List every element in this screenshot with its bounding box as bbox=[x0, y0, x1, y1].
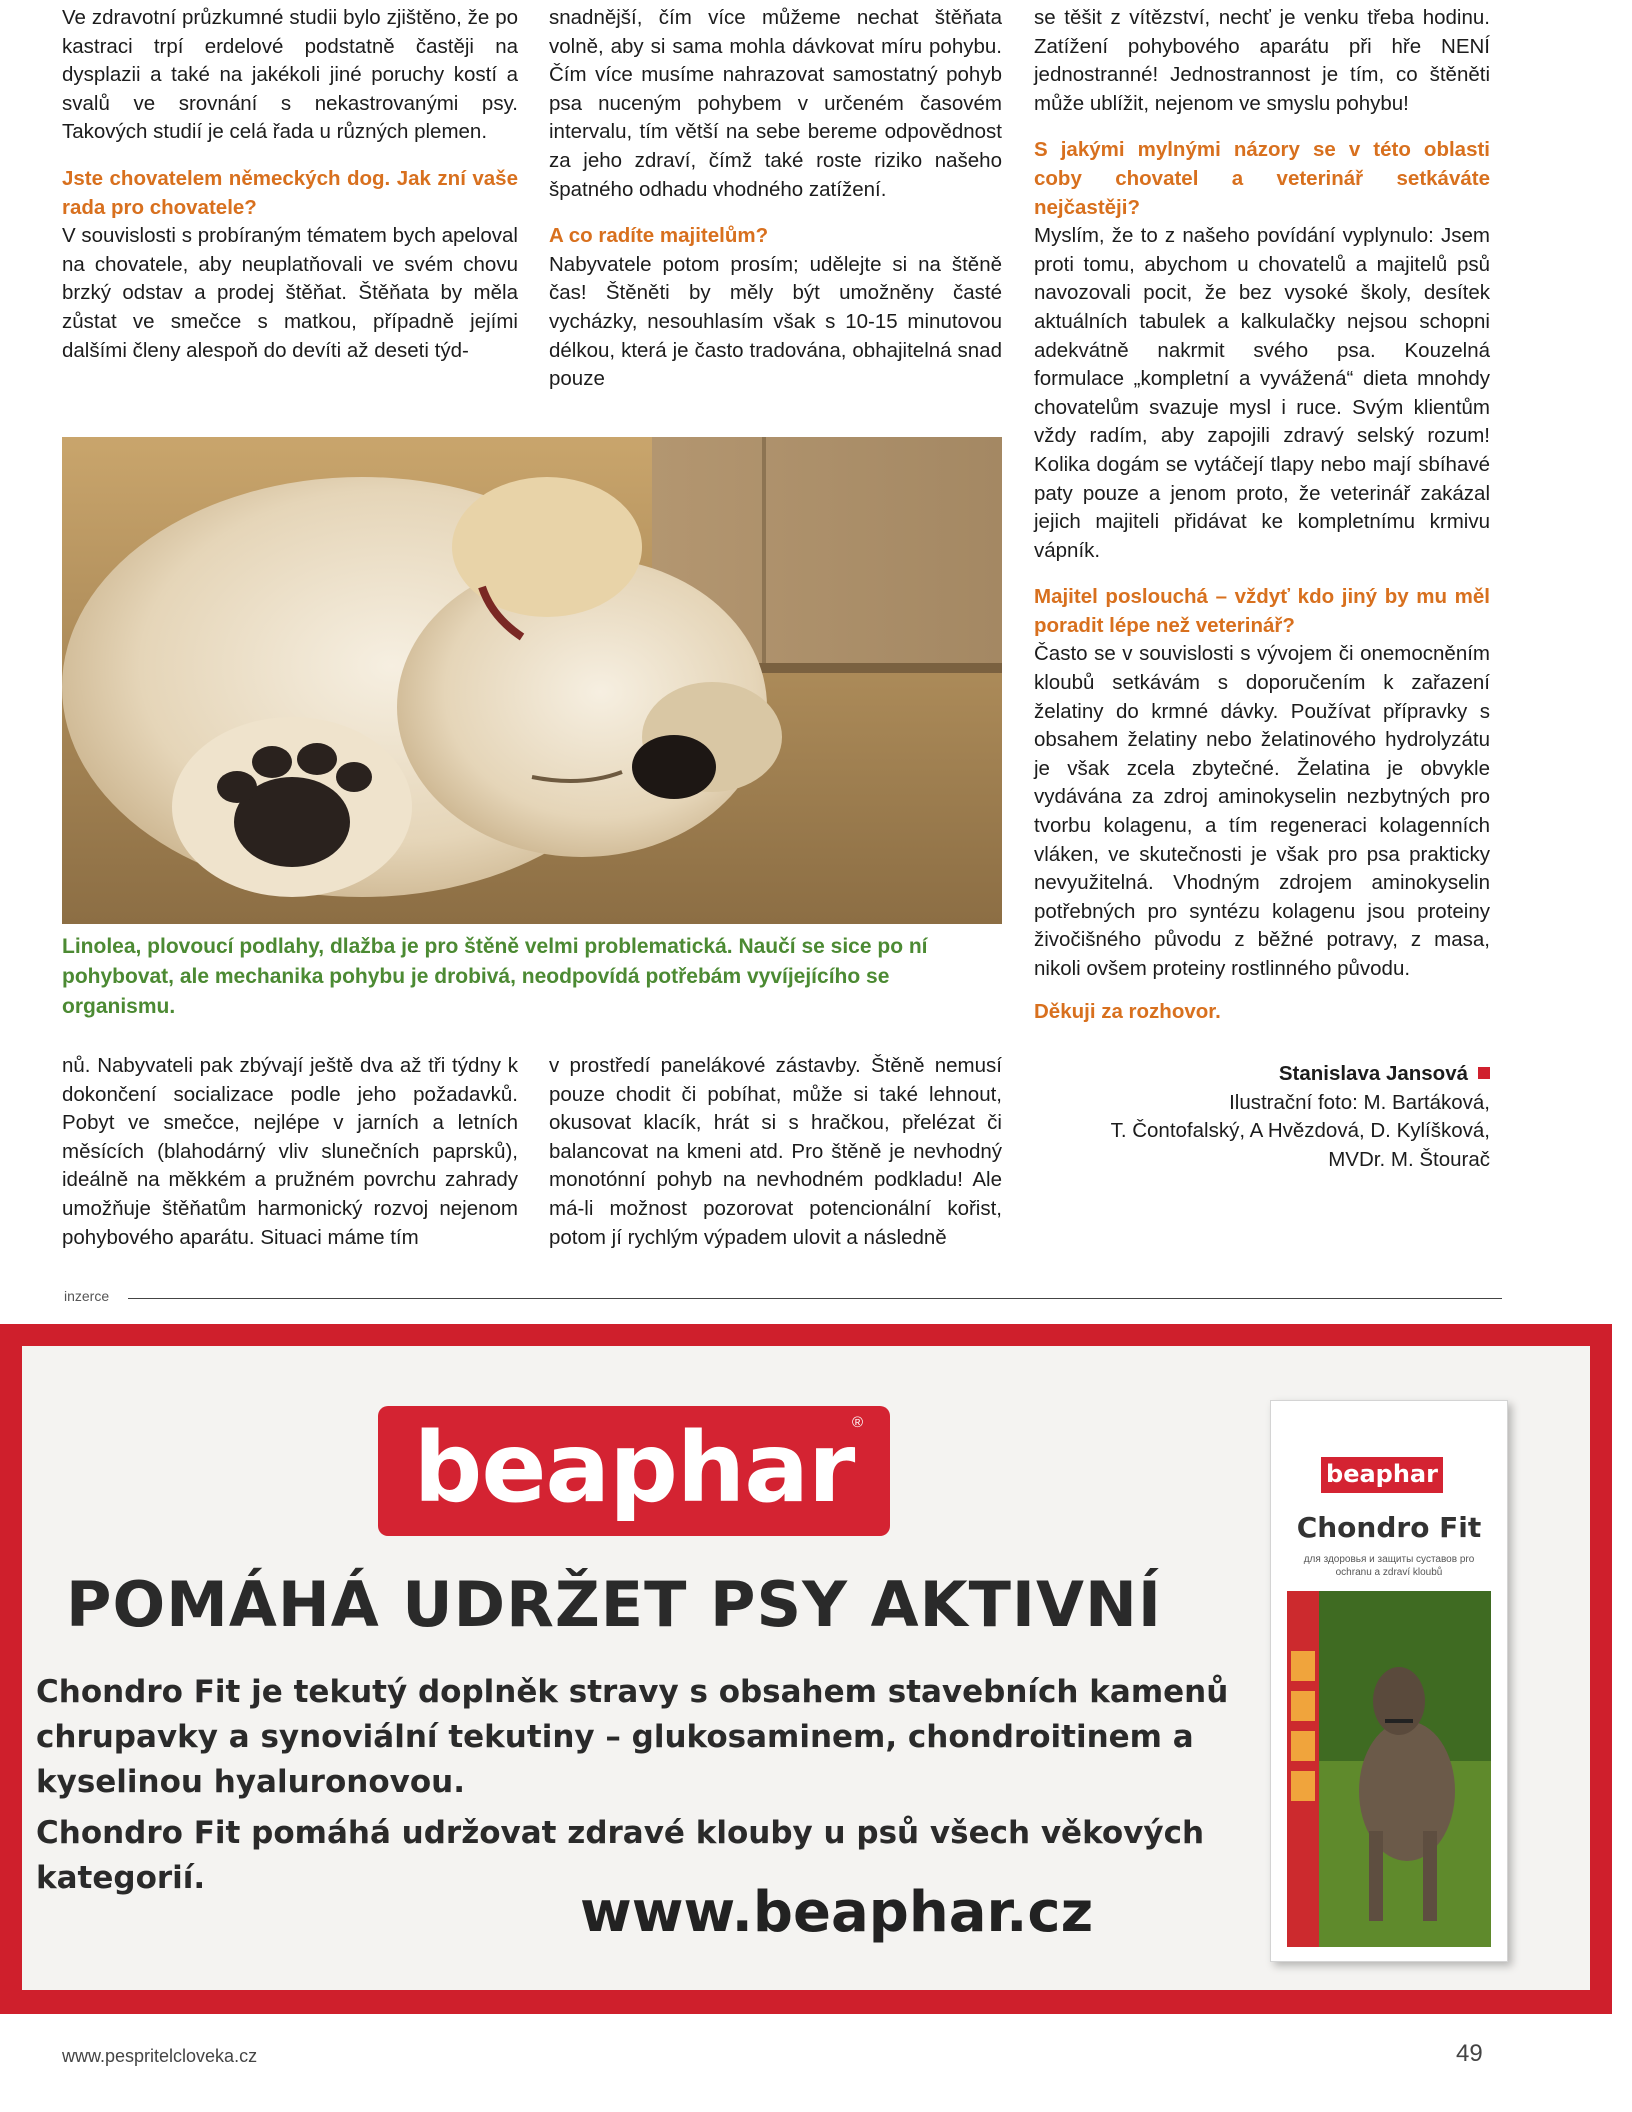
ad-website-link[interactable]: www.beaphar.cz bbox=[580, 1880, 1094, 1945]
paragraph: Ve zdravotní průzkumné studii bylo zjištěno, že po kastraci trpí erdelové podstatně častěji na dysplazii a také na jakékoli jiné poruchy kostí a svalů ve srovnání s nekastrovanými psy. Takových studií je celá řada u různých plemen. bbox=[62, 6, 518, 144]
footer-website[interactable]: www.pespritelcloveka.cz bbox=[62, 2046, 258, 2066]
ad-paragraph: Chondro Fit pomáhá udržovat zdravé klouby u psů všech věkových kategorií. bbox=[36, 1815, 1205, 1896]
interview-question: Majitel poslouchá – vždyť kdo jiný by mu měl poradit lépe než veterinář? bbox=[1034, 585, 1490, 637]
interview-question: S jakými mylnými názory se v této oblasti coby chovatel a veterinář setkáváte nejčastěji? bbox=[1034, 138, 1490, 219]
closing-thanks: Děkuji za rozhovor. bbox=[1034, 999, 1221, 1023]
photo-caption: Linolea, plovoucí podlahy, dlažba je pro štěně velmi problematická. Naučí se sice po ní pohybovat, ale mechanika pohybu je drobivá, neodpovídá potřebám vyvíjejícího se organismu. bbox=[62, 935, 928, 1018]
beaphar-logo: beaphar bbox=[413, 1412, 855, 1524]
advertisement-label: inzerce bbox=[64, 1288, 110, 1304]
interview-question: Jste chovatelem německých dog. Jak zní vaše rada pro chovatele? bbox=[62, 166, 518, 219]
article-column-3 bbox=[1034, 4, 1490, 1175]
photo-credits: T. Čontofalský, A Hvězdová, D. Kylíšková, bbox=[1110, 1119, 1490, 1143]
ad-paragraph: Chondro Fit je tekutý doplněk stravy s obsahem stavebních kamenů chrupavky a synoviální tekutiny – glukosaminem, chondroitinem a kyselinou hyaluronovou. bbox=[36, 1674, 1229, 1800]
paragraph: Často se v souvislosti s vývojem či onemocněním kloubů setkávám s doporučením k zařazení želatiny do krmné dávky. Používat přípravky s obsahem želatiny nebo želatinového hydrolyzátu je však zcela zbytečné. Želatina je obvykle vydávána za zdroj aminokyselin nezbytných pro tvorbu kolagenu, a tím regeneraci kolagenních vláken, ve skutečnosti je však pro psa prakticky nevyužitelná. Vhodným zdrojem aminokyselin potřebných pro syntézu kolagenu jsou proteiny živočišného původu z běžné potravy, z masa, nikoli ovšem proteiny rostlinného původu. bbox=[1034, 642, 1490, 980]
paragraph: snadnější, čím více můžeme nechat štěňata volně, aby si sama mohla dávkovat míru pohybu. Čím více musíme nahrazovat samostatný pohyb psa nuceným pohybem v určeném časovém intervalu, tím větší na sebe bereme odpovědnost za jeho zdraví, čímž také roste riziko našeho špatného odhadu vhodného zatížení. bbox=[549, 6, 1002, 201]
page-number: 49 bbox=[1456, 2040, 1483, 2067]
author-signature bbox=[1034, 1060, 1490, 1174]
photo-credits: MVDr. M. Štourač bbox=[1328, 1147, 1490, 1171]
paragraph: v prostředí panelákové zástavby. Štěně nemusí pouze chodit či pobíhat, může si také lehnout, okusovat klacík, hrát si s hračkou, přelézat či balancovat na kmeni atd. Pro štěně je nevhodný monotónní pohyb na nevhodném podkladu! Ale má-li možnost pozorovat potencionální kořist, potom jí rychlým výpadem ulovit a následně bbox=[549, 1054, 1002, 1249]
registered-mark: ® bbox=[852, 1414, 864, 1431]
great-dane-product-image bbox=[1287, 1591, 1491, 1947]
sleeping-puppy-photo bbox=[62, 437, 1002, 924]
product-name: Chondro Fit bbox=[1296, 1511, 1482, 1544]
photo-credits: Ilustrační foto: M. Bartáková, bbox=[1229, 1090, 1490, 1114]
product-box bbox=[1270, 1400, 1508, 1962]
divider bbox=[128, 1298, 1502, 1299]
end-mark-icon bbox=[1478, 1067, 1490, 1079]
ad-body-text bbox=[36, 1670, 1256, 1907]
author-name: Stanislava Jansová bbox=[1278, 1062, 1468, 1086]
paragraph: Nabyvatele potom prosím; udělejte si na štěně čas! Štěněti by měly být umožněny časté vycházky, nesouhlasím však s 10-15 minutovou délkou, která je často tradována, obhajitelná snad pouze bbox=[549, 252, 1002, 391]
paragraph: se těšit z vítězství, nechť je venku třeba hodinu. Zatížení pohybového aparátu při hře NENÍ jednostranné! Jednostrannost je tím, co štěněti může ublížit, nejenom ve smyslu pohybu! bbox=[1034, 6, 1490, 115]
product-subtitle: для здоровья и защиты суставов pro ochranu a zdraví kloubů bbox=[1303, 1554, 1475, 1578]
ad-headline: POMÁHÁ UDRŽET PSY AKTIVNÍ bbox=[66, 1568, 1162, 1641]
article-column-1-top bbox=[62, 4, 518, 365]
article-column-2-bottom bbox=[549, 1052, 1002, 1252]
interview-question: A co radíte majitelům? bbox=[549, 224, 769, 248]
article-column-1-bottom bbox=[62, 1052, 518, 1252]
paragraph: nů. Nabyvateli pak zbývají ještě dva až tři týdny k dokončení socializace podle jeho požadavků. Pobyt ve smečce, nejlépe v jarních a letních měsících (blahodárný vliv slunečních paprsků), ideálně na měkkém a pružném povrchu zahrady umožňuje štěňatům harmonický rozvoj nejenom pohybového aparátu. Situaci máme tím bbox=[62, 1054, 518, 1249]
product-brand-logo: beaphar bbox=[1321, 1457, 1443, 1493]
article-column-2-top bbox=[549, 4, 1002, 394]
paragraph: V souvislosti s probíraným tématem bych apeloval na chovatele, aby neuplatňovali ve svém chovu brzký odstav a prodej štěňat. Štěňata by měla zůstat ve smečce s matkou, případně jejími dalšími členy alespoň do devíti až deseti týd- bbox=[62, 224, 518, 362]
paragraph: Myslím, že to z našeho povídání vyplynulo: Jsem proti tomu, abychom u chovatelů a majitelů psů navozovali pocit, že bez vysoké školy, desítek aktuálních tabulek a kalkulačky nejsou schopni adekvátně nakrmit svého psa. Kouzelná formulace „kompletní a vyvážená“ dieta mnohdy chovatelům svazuje mysl i ruce. Svým klientům vždy radím, aby zapojili zdravý selský rozum! Kolika dogám se vytáčejí tlapy nebo mají sbíhavé paty pouze a jenom proto, že veterinář zakázal jejich majiteli přidávat ke kompletnímu krmivu vápník. bbox=[1034, 224, 1490, 562]
